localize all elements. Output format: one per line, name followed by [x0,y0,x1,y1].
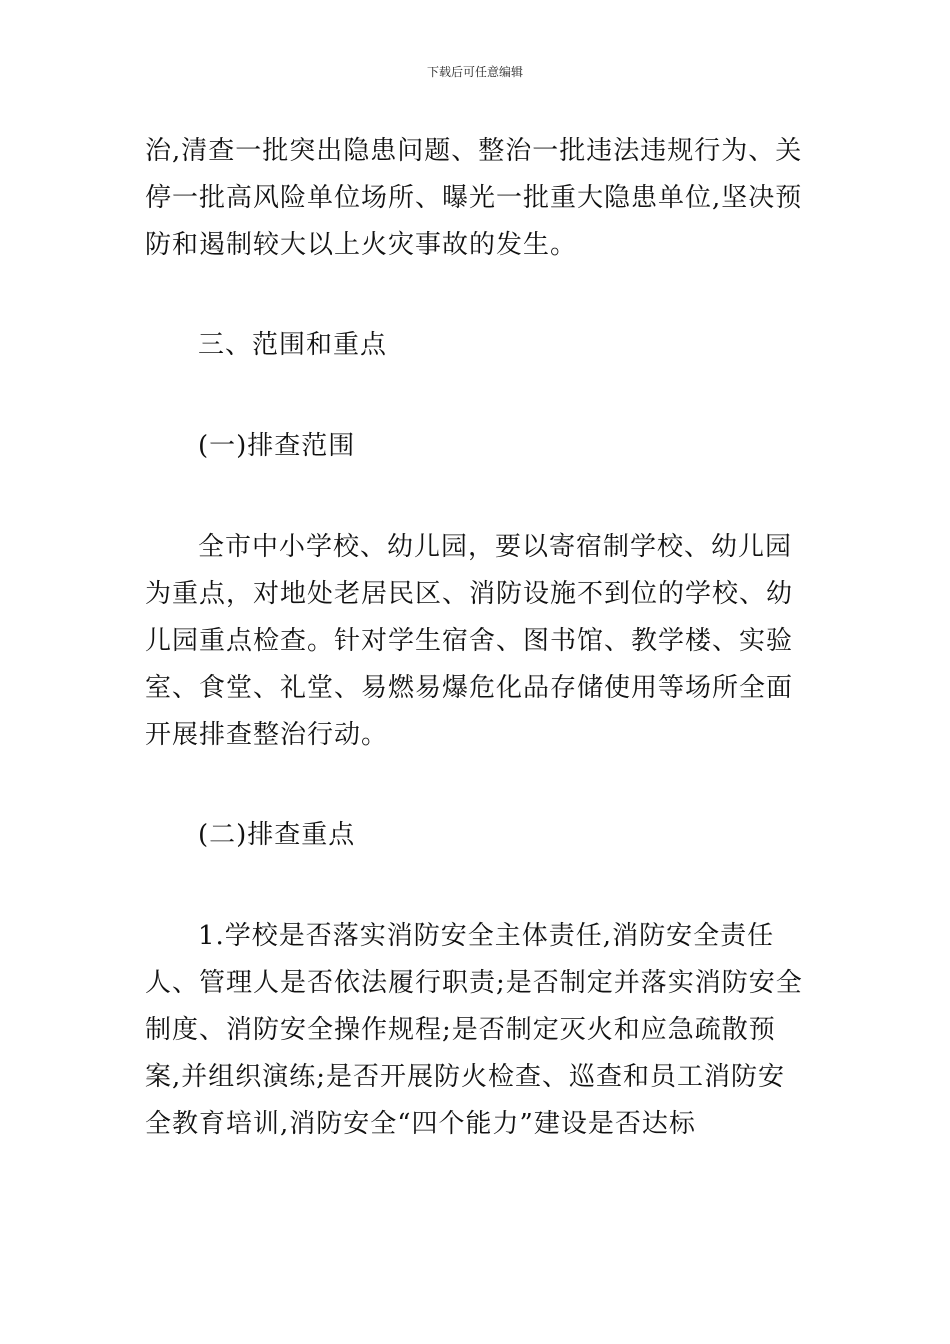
paragraph-continuation: 治,清查一批突出隐患问题、整治一批违法违规行为、关停一批高风险单位场所、曝光一批重大隐患单位,坚决预防和遏制较大以上火灾事故的发生。 [145,136,803,260]
paragraph-scope: 全市中小学校、幼儿园，要以寄宿制学校、幼儿园为重点，对地处老居民区、消防设施不到位的学校、幼儿园重点检查。针对学生宿舍、图书馆、教学楼、实验室、食堂、礼堂、易燃易爆危化品存储使用等场所全面开展排查整治行动。 [145,532,794,750]
paragraph-focus-item-1: 1.学校是否落实消防安全主体责任,消防安全责任人、管理人是否依法履行职责;是否制定并落实消防安全制度、消防安全操作规程;是否制定灭火和应急疏散预案,并组织演练;是否开展防火检查、巡查和员工消防安全教育培训,消防安全“四个能力”建设是否达标 [145,921,803,1139]
subheading-inspection-focus: (二)排查重点 [198,820,356,850]
section-heading-scope: 三、范围和重点 [198,330,388,360]
document-body [145,128,810,1148]
subheading-inspection-scope: (一)排查范围 [198,431,356,461]
page-header-note: 下载后可任意编辑 [426,65,523,79]
